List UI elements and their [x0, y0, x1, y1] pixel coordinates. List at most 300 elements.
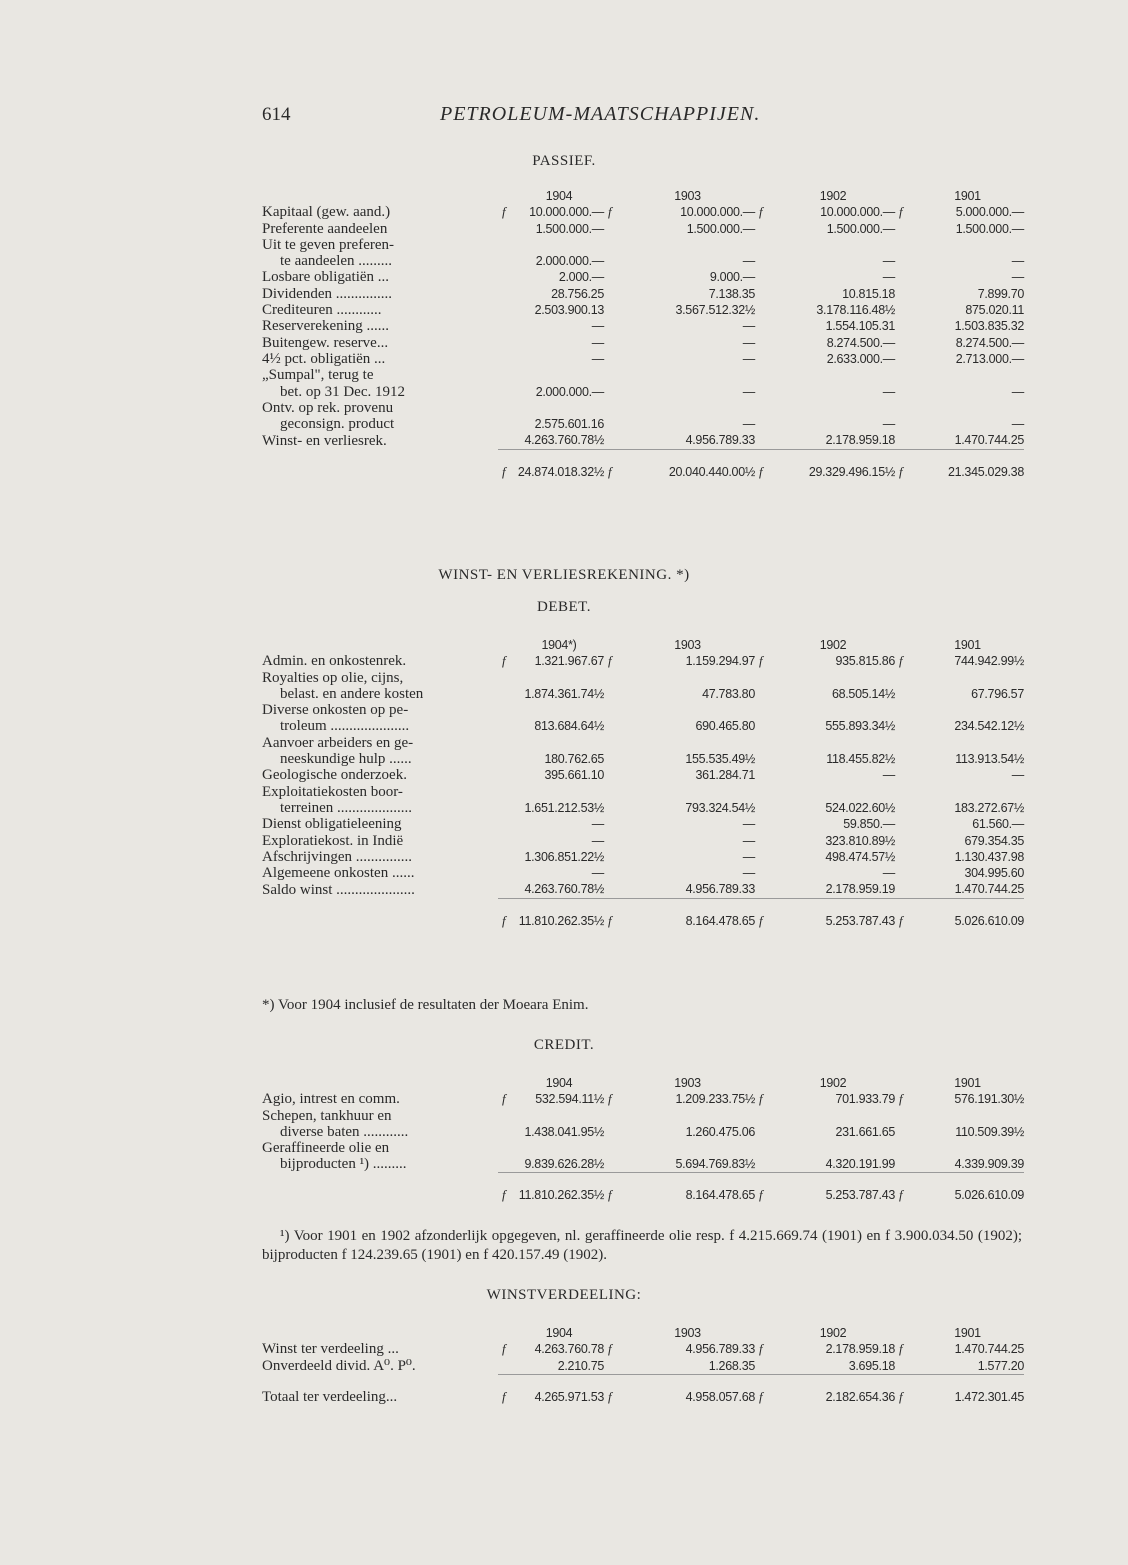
currency-spacer — [604, 1075, 620, 1091]
total-row — [262, 449, 1024, 480]
cell-value: 2.178.959.19 — [825, 882, 895, 897]
currency-mark — [895, 302, 911, 318]
cell-value: — — [742, 335, 755, 350]
cell-value: — — [742, 817, 755, 832]
total-value: 5.253.787.43 — [771, 1173, 895, 1204]
currency-mark: f — [755, 1173, 771, 1204]
row-label-line: Kapitaal (gew. aand.) — [262, 204, 391, 221]
cell-value: — — [591, 833, 604, 848]
cell-value: 3.695.18 — [848, 1358, 895, 1373]
row-label-empty — [262, 637, 498, 653]
cell-value: 1.500.000.— — [686, 221, 755, 236]
cell-value: 1.470.744.25 — [954, 882, 1024, 897]
currency-mark — [498, 816, 514, 832]
currency-mark — [604, 286, 620, 302]
row-label — [262, 881, 498, 898]
row-label — [262, 221, 498, 237]
row-label-line: te aandeelen ......... — [280, 253, 393, 270]
currency-mark: f — [608, 1341, 612, 1357]
cell-value: — — [742, 254, 755, 269]
currency-mark: f — [899, 653, 903, 669]
table-row — [262, 400, 1024, 433]
currency-mark — [498, 784, 514, 817]
row-label-line: Onverdeeld divid. A⁰. P⁰. — [262, 1358, 416, 1375]
row-label — [262, 318, 498, 334]
table-row — [262, 702, 1024, 735]
cell-value: 679.354.35 — [964, 833, 1024, 848]
cell-value: — — [591, 335, 604, 350]
currency-mark — [895, 833, 911, 849]
cell-value: — — [882, 384, 895, 399]
currency-mark — [604, 318, 620, 334]
cell-value: 118.455.82½ — [826, 752, 895, 767]
currency-mark: f — [895, 1173, 911, 1204]
cell-value: 1.503.835.32 — [954, 319, 1024, 334]
year-header: 1904 — [545, 1326, 573, 1340]
row-label — [262, 767, 498, 783]
cell-value: 67.796.57 — [971, 686, 1024, 701]
cell-value: — — [882, 866, 895, 881]
row-label — [262, 204, 498, 220]
row-label — [262, 784, 498, 817]
cell-value: — — [1011, 270, 1024, 285]
row-label-line: Dienst obligatieleening — [262, 816, 402, 833]
cell-value: 10.000.000.— — [529, 205, 604, 220]
currency-mark — [755, 816, 771, 832]
currency-mark: f — [604, 898, 620, 929]
total-value: 11.810.262.35½ — [514, 1173, 604, 1204]
currency-spacer — [895, 637, 911, 653]
currency-mark: f — [755, 449, 771, 480]
cell-value: 7.899.70 — [977, 286, 1024, 301]
cell-value: 2.178.959.18 — [825, 433, 895, 448]
currency-mark — [755, 767, 771, 783]
cell-value: 8.274.500.— — [955, 335, 1024, 350]
currency-mark — [755, 221, 771, 237]
row-label-line: Admin. en onkostenrek. — [262, 653, 407, 670]
cell-value: 4.263.760.78½ — [524, 882, 604, 897]
currency-mark — [604, 432, 620, 449]
row-label — [262, 237, 498, 270]
currency-mark — [895, 735, 911, 768]
year-header: 1901 — [954, 1076, 981, 1090]
currency-mark — [755, 302, 771, 318]
currency-mark — [604, 849, 620, 865]
cell-value: — — [742, 866, 755, 881]
row-label-line: diverse baten ............ — [280, 1123, 409, 1140]
currency-mark — [498, 1140, 514, 1173]
row-label-line: Afschrijvingen ............... — [262, 848, 412, 865]
row-label — [262, 400, 498, 433]
cell-value: — — [591, 319, 604, 334]
currency-mark — [895, 784, 911, 817]
table-row — [262, 1341, 1024, 1357]
table-row — [262, 881, 1024, 898]
row-label-line: Dividenden ............... — [262, 285, 392, 302]
cell-value: 28.756.25 — [551, 286, 604, 301]
currency-mark — [604, 1358, 620, 1375]
cell-value: 1.500.000.— — [826, 221, 895, 236]
currency-mark: f — [498, 449, 514, 480]
total-value: 21.345.029.38 — [911, 449, 1024, 480]
cell-value: 4.263.760.78½ — [524, 433, 604, 448]
year-header: 1902 — [819, 1076, 847, 1090]
credit-table — [262, 1075, 1024, 1204]
cell-value: — — [882, 768, 895, 783]
cell-value: 59.850.— — [843, 817, 895, 832]
row-label — [262, 1108, 498, 1141]
row-label — [262, 735, 498, 768]
cell-value: 7.138.35 — [708, 286, 755, 301]
year-header: 1903 — [674, 638, 701, 652]
row-label — [262, 1358, 498, 1375]
currency-spacer — [895, 188, 911, 204]
year-header: 1902 — [819, 1326, 847, 1340]
currency-mark — [604, 351, 620, 367]
cell-value: — — [882, 254, 895, 269]
row-label — [262, 302, 498, 318]
currency-mark — [895, 1358, 911, 1375]
currency-mark — [755, 670, 771, 703]
cell-value: 2.178.959.18 — [825, 1342, 895, 1357]
cell-value: — — [1011, 768, 1024, 783]
row-label — [262, 702, 498, 735]
currency-mark — [498, 286, 514, 302]
cell-value: 4.263.760.78 — [534, 1342, 604, 1357]
currency-mark — [498, 833, 514, 849]
year-header: 1904 — [545, 189, 573, 203]
cell-value: 180.762.65 — [544, 752, 604, 767]
cell-value: 9.839.626.28½ — [524, 1156, 604, 1171]
currency-mark: f — [604, 449, 620, 480]
row-label — [262, 432, 498, 449]
row-label-line: Winst ter verdeeling ... — [262, 1341, 399, 1358]
row-label-empty — [262, 1325, 498, 1341]
cell-value: — — [742, 833, 755, 848]
currency-mark — [755, 1358, 771, 1375]
currency-mark — [604, 767, 620, 783]
currency-mark: f — [498, 898, 514, 929]
total-row — [262, 1374, 1024, 1405]
currency-mark — [604, 400, 620, 433]
table-row — [262, 865, 1024, 881]
currency-mark — [604, 269, 620, 285]
row-label-line: Losbare obligatiën ... — [262, 269, 390, 286]
cell-value: 2.210.75 — [557, 1358, 604, 1373]
row-label-line: Schepen, tankhuur en — [262, 1107, 392, 1124]
cell-value: — — [591, 866, 604, 881]
currency-spacer — [755, 1075, 771, 1091]
cell-value: 4.320.191.99 — [825, 1156, 895, 1171]
total-value: 29.329.496.15½ — [771, 449, 895, 480]
cell-value: 875.020.11 — [965, 303, 1024, 318]
total-value: 2.182.654.36 — [771, 1374, 895, 1405]
currency-mark — [755, 881, 771, 898]
cell-value: 4.956.789.33 — [685, 433, 755, 448]
cell-value: 1.306.851.22½ — [524, 849, 604, 864]
currency-mark — [498, 302, 514, 318]
currency-mark — [604, 367, 620, 400]
table-row — [262, 1091, 1024, 1107]
cell-value: 1.554.105.31 — [825, 319, 895, 334]
currency-spacer — [498, 188, 514, 204]
currency-mark — [498, 670, 514, 703]
total-value: 11.810.262.35½ — [514, 898, 604, 929]
currency-spacer — [604, 637, 620, 653]
currency-mark — [498, 1358, 514, 1375]
row-label-empty — [262, 1075, 498, 1091]
currency-mark — [895, 335, 911, 351]
total-label: Totaal ter verdeeling... — [262, 1388, 398, 1405]
currency-mark — [895, 670, 911, 703]
currency-mark — [604, 735, 620, 768]
total-value: 4.958.057.68 — [620, 1374, 755, 1405]
cell-value: — — [1011, 254, 1024, 269]
table-row — [262, 670, 1024, 703]
cell-value: 524.022.60½ — [825, 800, 895, 815]
year-header-row — [262, 1075, 1024, 1091]
row-label-line: Geraffineerde olie en — [262, 1140, 390, 1157]
cell-value: 5.000.000.— — [955, 205, 1024, 220]
currency-mark: f — [755, 898, 771, 929]
cell-value: 10.815.18 — [842, 286, 895, 301]
row-label — [262, 1341, 498, 1357]
currency-spacer — [755, 637, 771, 653]
currency-mark — [498, 367, 514, 400]
cell-value: 2.503.900.13 — [534, 303, 604, 318]
currency-mark — [755, 432, 771, 449]
currency-mark — [895, 237, 911, 270]
year-header: 1902 — [819, 638, 847, 652]
currency-mark: f — [502, 1091, 506, 1107]
table-row — [262, 1140, 1024, 1173]
currency-mark: f — [502, 653, 506, 669]
table-row — [262, 653, 1024, 669]
cell-value: 576.191.30½ — [954, 1092, 1024, 1107]
currency-spacer — [755, 188, 771, 204]
currency-mark — [755, 833, 771, 849]
cell-value: 183.272.67½ — [954, 800, 1024, 815]
currency-mark — [604, 237, 620, 270]
row-label — [262, 670, 498, 703]
year-header: 1902 — [819, 189, 847, 203]
row-label-line: terreinen .................... — [280, 799, 413, 816]
year-header-row — [262, 1325, 1024, 1341]
cell-value: 793.324.54½ — [685, 800, 755, 815]
cell-value: 4.956.789.33 — [685, 1342, 755, 1357]
cell-value: — — [742, 417, 755, 432]
year-header: 1903 — [674, 1076, 701, 1090]
cell-value: 1.651.212.53½ — [524, 800, 604, 815]
cell-value: 4.956.789.33 — [685, 882, 755, 897]
cell-value: — — [742, 351, 755, 366]
currency-mark — [895, 286, 911, 302]
currency-mark — [498, 767, 514, 783]
cell-value: 532.594.11½ — [535, 1092, 604, 1107]
currency-mark — [498, 432, 514, 449]
row-label-line: Diverse onkosten op pe- — [262, 702, 409, 719]
currency-mark — [895, 816, 911, 832]
currency-mark — [755, 367, 771, 400]
currency-mark — [498, 269, 514, 285]
cell-value: 68.505.14½ — [831, 686, 895, 701]
currency-spacer — [498, 1075, 514, 1091]
cell-value: — — [742, 319, 755, 334]
currency-mark: f — [604, 1374, 620, 1405]
currency-mark — [755, 318, 771, 334]
cell-value: 8.274.500.— — [826, 335, 895, 350]
currency-mark: f — [895, 1374, 911, 1405]
currency-mark — [895, 432, 911, 449]
row-label-line: troleum ..................... — [280, 718, 410, 735]
row-label — [262, 816, 498, 832]
currency-mark — [755, 351, 771, 367]
total-value: 8.164.478.65 — [620, 1173, 755, 1204]
cell-value: — — [591, 351, 604, 366]
cell-value: 3.567.512.32½ — [675, 303, 755, 318]
currency-mark — [755, 335, 771, 351]
currency-mark — [604, 702, 620, 735]
cell-value: 361.284.71 — [695, 768, 755, 783]
cell-value: 10.000.000.— — [680, 205, 755, 220]
currency-mark — [755, 269, 771, 285]
cell-value: — — [882, 417, 895, 432]
cell-value: 2.575.601.16 — [534, 417, 604, 432]
table-row — [262, 335, 1024, 351]
currency-mark — [498, 1108, 514, 1141]
row-label-line: 4½ pct. obligatiën ... — [262, 350, 386, 367]
currency-mark — [895, 1140, 911, 1173]
currency-mark: f — [759, 1091, 763, 1107]
currency-mark — [895, 702, 911, 735]
cell-value: — — [1011, 417, 1024, 432]
row-label-line: Buitengew. reserve... — [262, 334, 389, 351]
total-value: 1.472.301.45 — [911, 1374, 1024, 1405]
table-row — [262, 367, 1024, 400]
currency-spacer — [498, 1325, 514, 1341]
currency-mark — [755, 286, 771, 302]
cell-value: 1.159.294.97 — [685, 654, 755, 669]
year-header: 1903 — [674, 1326, 701, 1340]
row-label — [262, 367, 498, 400]
total-label — [262, 449, 498, 480]
row-label-line: Aanvoer arbeiders en ge- — [262, 734, 414, 751]
cell-value: — — [742, 384, 755, 399]
year-header: 1904*) — [541, 638, 577, 652]
currency-mark — [498, 237, 514, 270]
table-row — [262, 432, 1024, 449]
debet-footnote: *) Voor 1904 inclusief de resultaten der Moeara Enim. — [262, 997, 589, 1013]
currency-mark — [895, 767, 911, 783]
row-label-line: „Sumpal", terug te — [262, 367, 374, 384]
year-header-row — [262, 188, 1024, 204]
cell-value: 4.339.909.39 — [954, 1156, 1024, 1171]
cell-value: 1.500.000.— — [955, 221, 1024, 236]
row-label-line: Royalties op olie, cijns, — [262, 669, 404, 686]
cell-value: 5.694.769.83½ — [675, 1156, 755, 1171]
credit-footnote: ¹) Voor 1901 en 1902 afzonderlijk opgegeven, nl. geraffineerde olie resp. f 4.215.669.74 (1901) en f 3.900.034.50 (1902); bijproducten f 124.239.65 (1901) en f 420.157.49 (1902). — [262, 1228, 1022, 1263]
year-header: 1903 — [674, 189, 701, 203]
cell-value: 701.933.79 — [835, 1092, 895, 1107]
currency-spacer — [604, 1325, 620, 1341]
currency-mark — [604, 881, 620, 898]
currency-spacer — [895, 1325, 911, 1341]
table-row — [262, 318, 1024, 334]
cell-value: 155.535.49½ — [685, 752, 755, 767]
cell-value: 1.321.967.67 — [534, 654, 604, 669]
currency-mark — [755, 1140, 771, 1173]
cell-value: 1.130.437.98 — [954, 849, 1024, 864]
total-label — [262, 1173, 498, 1204]
currency-mark — [604, 1108, 620, 1141]
row-label — [262, 269, 498, 285]
currency-mark — [755, 1108, 771, 1141]
passief-table — [262, 188, 1024, 480]
currency-mark — [895, 881, 911, 898]
winstverdeeling-title: WINSTVERDEELING: — [486, 1287, 642, 1303]
currency-mark — [604, 865, 620, 881]
cell-value: — — [742, 849, 755, 864]
currency-mark — [604, 221, 620, 237]
currency-mark: f — [899, 204, 903, 220]
row-label-line: Ontv. op rek. provenu — [262, 399, 394, 416]
cell-value: 61.560.— — [972, 817, 1024, 832]
currency-mark — [604, 784, 620, 817]
currency-mark: f — [759, 1341, 763, 1357]
table-row — [262, 204, 1024, 220]
table-row — [262, 351, 1024, 367]
currency-mark: f — [502, 1341, 506, 1357]
table-row — [262, 237, 1024, 270]
cell-value: 231.661.65 — [835, 1124, 895, 1139]
currency-mark — [604, 816, 620, 832]
currency-mark: f — [608, 1091, 612, 1107]
currency-mark — [895, 351, 911, 367]
currency-mark: f — [498, 1173, 514, 1204]
currency-mark — [895, 221, 911, 237]
table-row — [262, 816, 1024, 832]
cell-value: 498.474.57½ — [825, 849, 895, 864]
row-label-line: bijproducten ¹) ......... — [280, 1156, 407, 1173]
table-row — [262, 221, 1024, 237]
row-label-line: bet. op 31 Dec. 1912 — [280, 383, 405, 400]
row-label-line: Winst- en verliesrek. — [262, 432, 387, 449]
cell-value: 2.000.— — [558, 270, 604, 285]
currency-spacer — [604, 188, 620, 204]
currency-mark: f — [895, 449, 911, 480]
total-value: 5.026.610.09 — [911, 1173, 1024, 1204]
currency-mark — [604, 833, 620, 849]
row-label — [262, 833, 498, 849]
currency-mark — [498, 335, 514, 351]
table-row — [262, 1358, 1024, 1375]
cell-value: 813.684.64½ — [534, 719, 604, 734]
currency-mark — [755, 400, 771, 433]
cell-value: 113.913.54½ — [955, 752, 1024, 767]
row-label-line: Agio, intrest en comm. — [262, 1091, 400, 1108]
row-label — [262, 286, 498, 302]
table-row — [262, 735, 1024, 768]
cell-value: 395.661.10 — [544, 768, 604, 783]
currency-mark — [755, 237, 771, 270]
row-label-empty — [262, 188, 498, 204]
currency-mark — [498, 865, 514, 881]
year-header: 1901 — [954, 638, 981, 652]
total-value: 8.164.478.65 — [620, 898, 755, 929]
table-row — [262, 767, 1024, 783]
table-row — [262, 269, 1024, 285]
currency-spacer — [895, 1075, 911, 1091]
